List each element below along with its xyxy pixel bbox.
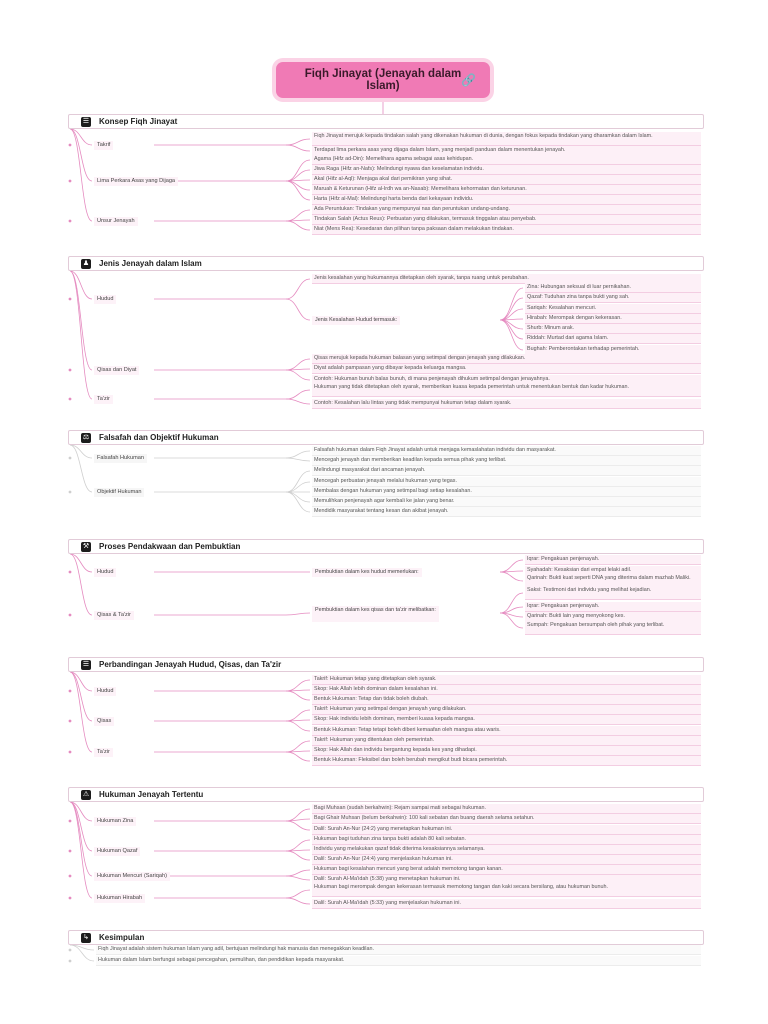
connector-dot [69, 690, 72, 693]
connector-line [500, 320, 523, 350]
connector-dot [69, 144, 72, 147]
connector-line [286, 210, 310, 221]
connector-dot [69, 220, 72, 223]
section-header-s3[interactable] [68, 430, 704, 445]
section-header-s2[interactable] [68, 256, 704, 271]
connector-dot [69, 960, 72, 963]
connector-line [286, 809, 310, 821]
gavel-icon: ⚒ [82, 542, 90, 550]
connector-line [500, 571, 523, 572]
connector-line [286, 181, 310, 190]
leaf-node[interactable]: Sumpah: Pengakuan bersumpah oleh pihak yang terlibat. [525, 621, 701, 635]
connector-line [70, 129, 92, 181]
branch-node[interactable]: Objektif Hukuman [94, 488, 144, 497]
leaf-node[interactable]: Melindungi masyarakat dari ancaman jenayah. [312, 466, 701, 476]
warning-icon: ⚠ [82, 790, 90, 798]
connector-dot [69, 820, 72, 823]
leaf-node[interactable]: Diyat adalah pampasan yang dibayar kepada keluarga mangsa. [312, 364, 701, 374]
leaf-node[interactable]: Niat (Mens Rea): Kesedaran dan pilihan tanpa paksaan dalam melakukan tindakan. [312, 225, 701, 235]
conclusion-note[interactable]: Hukuman dalam Islam berfungsi sebagai pencegahan, pemulihan, dan pendidikan kepada masyarakat. [96, 956, 701, 966]
connector-dot [69, 491, 72, 494]
leaf-node[interactable]: Contoh: Kesalahan lalu lintas yang tidak mempunyai hukuman tetap dalam syarak. [312, 399, 701, 409]
connector-line [500, 319, 523, 320]
scroll-icon: ☰ [82, 660, 90, 668]
sub-branch-node[interactable]: Pembuktian dalam kes qisas dan ta'zir melibatkan: [312, 606, 439, 622]
connector-line [500, 560, 523, 572]
scale-icon: ⚖ [82, 433, 90, 441]
section-title: Konsep Fiqh Jinayat [99, 117, 178, 126]
connector-dot [69, 897, 72, 900]
section-title: Falsafah dan Objektif Hukuman [99, 433, 219, 442]
connector-line [286, 721, 310, 731]
leaf-node[interactable]: Dalil: Surah Al-Ma'idah (5:38) yang menetapkan hukuman ini. [312, 875, 701, 885]
leaf-node[interactable]: Takrif: Hukuman yang ditentukan oleh pemerintah. [312, 736, 701, 746]
connector-line [286, 458, 310, 461]
leaf-node[interactable]: Hukuman bagi tuduhan zina tanpa bukti adalah 80 kali sebatan. [312, 835, 701, 845]
connector-line [500, 320, 523, 339]
leaf-node[interactable]: Iqrar: Pengakuan penjenayah. [525, 555, 701, 565]
connector-line [70, 802, 92, 898]
section-header-s4[interactable] [68, 539, 704, 554]
connector-line [286, 492, 310, 512]
connector-line [286, 359, 310, 370]
leaf-node[interactable]: Zina: Hubungan seksual di luar pernikahan. [525, 283, 701, 293]
leaf-node[interactable]: Hukuman yang tidak ditetapkan oleh syarak, memberikan kuasa kepada pemerintah untuk menentukan bentuk dan kadar hukuman. [312, 383, 701, 397]
section-title: Proses Pendakwaan dan Pembuktian [99, 542, 241, 551]
leaf-node[interactable]: Memulihkan penjenayah agar kembali ke jalan yang benar. [312, 497, 701, 507]
connector-line [500, 593, 523, 613]
connector-line [70, 129, 92, 221]
connector-line [286, 710, 310, 721]
leaf-node[interactable]: Dalil: Surah Al-Ma'idah (5:33) yang menjelaskan hukuman ini. [312, 899, 701, 909]
branch-node[interactable]: Hudud [94, 568, 116, 577]
leaf-node[interactable]: Iqrar: Pengakuan penjenayah. [525, 602, 701, 612]
branch-node[interactable]: Lima Perkara Asas yang Dijaga [94, 177, 178, 186]
leaf-node[interactable]: Fiqh Jinayat merujuk kepada tindakan salah yang dikenakan hukuman di dunia, dengan fokus kepada tindakan yang dharamkan dalam Islam. [312, 132, 701, 146]
leaf-node[interactable]: Maruah & Keturunan (Hifz al-Irdh wa an-Nasab): Memelihara kehormatan dan keturunan. [312, 185, 701, 195]
leaf-node[interactable]: Agama (Hifz ad-Din): Memelihara agama sebagai asas kehidupan. [312, 155, 701, 165]
connector-line [286, 613, 310, 615]
leaf-node[interactable]: Ada Peruntukan: Tindakan yang mempunyai nas dan peruntukan undang-undang. [312, 205, 701, 215]
leaf-node[interactable]: Bentuk Hukuman: Tetap dan tidak boleh diubah. [312, 695, 701, 705]
connector-dot [69, 369, 72, 372]
section-header-s5[interactable] [68, 657, 704, 672]
connector-line [70, 445, 92, 458]
section-header-s7[interactable] [68, 930, 704, 945]
leaf-node[interactable]: Harta (Hifz al-Mal): Melindungi harta benda dari kekayaan individu. [312, 195, 701, 205]
connector-dot [69, 949, 72, 952]
leaf-node[interactable]: Sariqah: Kesalahan mencuri. [525, 304, 701, 314]
sub-branch-node[interactable]: Jenis Kesalahan Hudud termasuk: [312, 316, 400, 325]
connector-line [500, 288, 523, 320]
connector-line [70, 802, 92, 876]
connector-dot [69, 751, 72, 754]
branch-node[interactable]: Takrif [94, 141, 113, 150]
branch-icon: ↳ [81, 933, 91, 943]
connector-line [70, 271, 92, 399]
connector-line [70, 802, 92, 851]
connector-line [70, 271, 92, 370]
leaf-node[interactable]: Akal (Hifz al-Aql): Menjaga akal dari pemikiran yang sihat. [312, 175, 701, 185]
leaf-node[interactable]: Membalas dengan hukuman yang setimpal bagi setiap kesalahan. [312, 487, 701, 497]
connector-line [70, 672, 92, 752]
connector-line [286, 170, 310, 181]
connector-line [500, 309, 523, 320]
leaf-node[interactable]: Mendidik masyarakat tentang kesan dan akibat jenayah. [312, 507, 701, 517]
connector-line [286, 720, 310, 721]
connector-line [286, 279, 310, 299]
connector-line [70, 672, 92, 691]
leaf-node[interactable]: Shurb: Minum arak. [525, 324, 701, 334]
connector-line [286, 160, 310, 181]
connector-line [500, 613, 523, 628]
connector-line [70, 672, 92, 721]
leaf-node[interactable]: Bentuk Hukuman: Fleksibel dan boleh berubah mengikut budi bicara pemerintah. [312, 756, 701, 766]
branch-node[interactable]: Hukuman Hirabah [94, 894, 145, 903]
leaf-node[interactable]: Terdapat lima perkara asas yang dijaga dalam Islam, yang menjadi panduan dalam menentukan jenayah. [312, 146, 701, 156]
root-node[interactable] [276, 62, 490, 98]
connector-line [500, 572, 523, 581]
section-title: Hukuman Jenayah Tertentu [99, 790, 204, 799]
connector-line [286, 471, 310, 492]
leaf-node[interactable]: Takrif: Hukuman yang setimpal dengan jenayah yang dilakukan. [312, 705, 701, 715]
connector-line [500, 613, 523, 617]
branch-node[interactable]: Qisas & Ta'zir [94, 611, 134, 620]
connector-dot [69, 850, 72, 853]
connector-line [70, 554, 92, 615]
leaf-node[interactable]: Skop: Hak Allah lebih dominan dalam kesalahan ini. [312, 685, 701, 695]
people-icon: ♟ [82, 259, 90, 267]
connector-line [286, 139, 310, 145]
leaf-node[interactable]: Dalil: Surah An-Nur (24:2) yang menetapkan hukuman ini. [312, 825, 701, 835]
branch-node[interactable]: Hukuman Zina [94, 817, 136, 826]
connector-line [286, 821, 310, 830]
connector-line [70, 945, 94, 961]
connector-line [286, 482, 310, 492]
leaf-node[interactable]: Mencegah perbuatan jenayah melalui hukuman yang tegas. [312, 477, 701, 487]
connector-line [286, 898, 310, 904]
branch-node[interactable]: Unsur Jenayah [94, 217, 138, 226]
leaf-node[interactable]: Tindakan Salah (Actus Reus): Perbuatan yang dilakukan, termasuk tinggalan atau penyebab. [312, 215, 701, 225]
connector-line [286, 180, 310, 181]
connector-dot [69, 398, 72, 401]
connector-line [286, 399, 310, 404]
connector-dot [69, 720, 72, 723]
connector-line [286, 680, 310, 691]
leaf-node[interactable]: Dalil: Surah An-Nur (24:4) yang menjelaskan hukuman ini. [312, 855, 701, 865]
connector-dot [69, 614, 72, 617]
leaf-node[interactable]: Bagi Ghair Muhsan (belum berkahwin): 100 kali sebatan dan buang daerah selama setahun. [312, 814, 701, 824]
leaf-node[interactable]: Riddah: Murtad dari agama Islam. [525, 334, 701, 344]
connector-line [286, 850, 310, 851]
connector-line [70, 129, 92, 145]
leaf-node[interactable]: Qisas merujuk kepada hukuman balasan yang setimpal dengan jenayah yang dilakukan. [312, 354, 701, 364]
leaf-node[interactable]: Bentuk Hukuman: Tetap tetapi boleh diberi kemaafan oleh mangsa atau waris. [312, 726, 701, 736]
connector-line [286, 181, 310, 200]
branch-node[interactable]: Hukuman Mencuri (Sariqah) [94, 872, 170, 881]
connector-line [286, 741, 310, 752]
branch-node[interactable]: Ta'zir [94, 748, 113, 757]
connector-dot [69, 180, 72, 183]
scroll-icon: ☰ [82, 117, 90, 125]
connector-dot [69, 875, 72, 878]
connector-line [286, 691, 310, 700]
leaf-node[interactable]: Jenis kesalahan yang hukumannya ditetapkan oleh syarak, tanpa ruang untuk perubahan. [312, 274, 701, 284]
connector-line [70, 271, 92, 299]
connector-line [500, 607, 523, 613]
connector-line [286, 221, 310, 230]
leaf-node[interactable]: Skop: Hak individu lebih dominan, memberi kuasa kepada mangsa. [312, 715, 701, 725]
branch-node[interactable]: Falsafah Hukuman [94, 454, 147, 463]
leaf-node[interactable]: Hukuman bagi merompak dengan kekerasan termasuk memotong tangan dan kaki secara bersilang, atau hukuman bunuh. [312, 883, 701, 897]
connector-line [286, 840, 310, 851]
connector-line [286, 851, 310, 860]
sub-branch-node[interactable]: Pembuktian dalam kes hudud memerlukan: [312, 568, 422, 577]
conclusion-note[interactable]: Fiqh Jinayat adalah sistem hukuman Islam yang adil, bertujuan melindungi hak manusia dan menegakkan keadilan. [96, 945, 701, 955]
connector-line [286, 819, 310, 821]
leaf-node[interactable]: Bughah: Pemberontakan terhadap pemerintah. [525, 345, 701, 355]
branch-node[interactable]: Hukuman Qazaf [94, 847, 140, 856]
leaf-node[interactable]: Qazaf: Tuduhan zina tanpa bukti yang sah. [525, 293, 701, 303]
branch-node[interactable]: Hudud [94, 687, 116, 696]
connector-line [70, 554, 92, 572]
root-title: Fiqh Jinayat (Jenayah dalam Islam) [304, 68, 462, 92]
connector-line [286, 752, 310, 761]
section-header-s6[interactable] [68, 787, 704, 802]
connector-line [286, 451, 310, 458]
connector-line [500, 298, 523, 320]
leaf-node[interactable]: Mencegah jenayah dan memberikan keadilan kepada semua pihak yang terlibat. [312, 456, 701, 466]
connector-line [286, 370, 310, 380]
connector-line [286, 751, 310, 752]
connector-line [70, 945, 94, 950]
connector-dot [69, 298, 72, 301]
connector-line [500, 320, 523, 329]
connector-line [286, 369, 310, 370]
branch-node[interactable]: Qisas dan Diyat [94, 366, 139, 375]
section-title: Perbandingan Jenayah Hudud, Qisas, dan Ta'zir [99, 660, 282, 669]
connector-dot [69, 457, 72, 460]
connector-line [286, 299, 310, 320]
leaf-node[interactable]: Syahadah: Kesaksian dari empat lelaki adil. [525, 566, 701, 576]
connector-line [70, 802, 92, 821]
leaf-node[interactable]: Hirabah: Merompak dengan kekerasan. [525, 314, 701, 324]
leaf-node[interactable]: Skop: Hak Allah dan individu bergantung kepada kes yang dihadapi. [312, 746, 701, 756]
section-header-s1[interactable] [68, 114, 704, 129]
leaf-node[interactable]: Bagi Muhsan (sudah berkahwin): Rejam sampai mati sebagai hukuman. [312, 804, 701, 814]
leaf-node[interactable]: Hukuman bagi kesalahan mencuri yang berat adalah memotong tangan kanan. [312, 865, 701, 875]
connector-line [286, 876, 310, 880]
connector-line [286, 390, 310, 399]
connector-line [286, 690, 310, 691]
branch-node[interactable]: Qisas [94, 717, 114, 726]
branch-node[interactable]: Hudud [94, 295, 116, 304]
leaf-node[interactable]: Contoh: Hukuman bunuh balas bunuh, di mana penjenayah dihukum setimpal dengan jenayahnya. [312, 375, 701, 385]
branch-node[interactable]: Ta'zir [94, 395, 113, 404]
section-title: Jenis Jenayah dalam Islam [99, 259, 202, 268]
section-title: Kesimpulan [99, 933, 145, 942]
connector-line [286, 870, 310, 876]
connector-dot [69, 571, 72, 574]
link-icon: 🔗 [461, 73, 476, 87]
leaf-node[interactable]: Qarinah: Bukti lain yang menyokong kes. [525, 612, 701, 622]
connector-line [286, 145, 310, 151]
leaf-node[interactable]: Jiwa Raga (Hifz an-Nafs): Melindungi nyawa dan keselamatan individu. [312, 165, 701, 175]
leaf-node[interactable]: Qarinah: Bukti kuat seperti DNA yang diterima dalam mazhab Maliki. [525, 574, 701, 588]
connector-line [70, 445, 92, 492]
leaf-node[interactable]: Takrif: Hukuman tetap yang ditetapkan oleh syarak. [312, 675, 701, 685]
connector-line [286, 890, 310, 898]
leaf-node[interactable]: Saksi: Testimoni dari individu yang melihat kejadian. [525, 586, 701, 600]
leaf-node[interactable]: Falsafah hukuman dalam Fiqh Jinayat adalah untuk menjaga kemaslahatan individu dan masyarakat. [312, 446, 701, 456]
connector-line [286, 492, 310, 502]
leaf-node[interactable]: Individu yang melakukan qazaf tidak diterima kesaksiannya selamanya. [312, 845, 701, 855]
connector-line [286, 220, 310, 221]
